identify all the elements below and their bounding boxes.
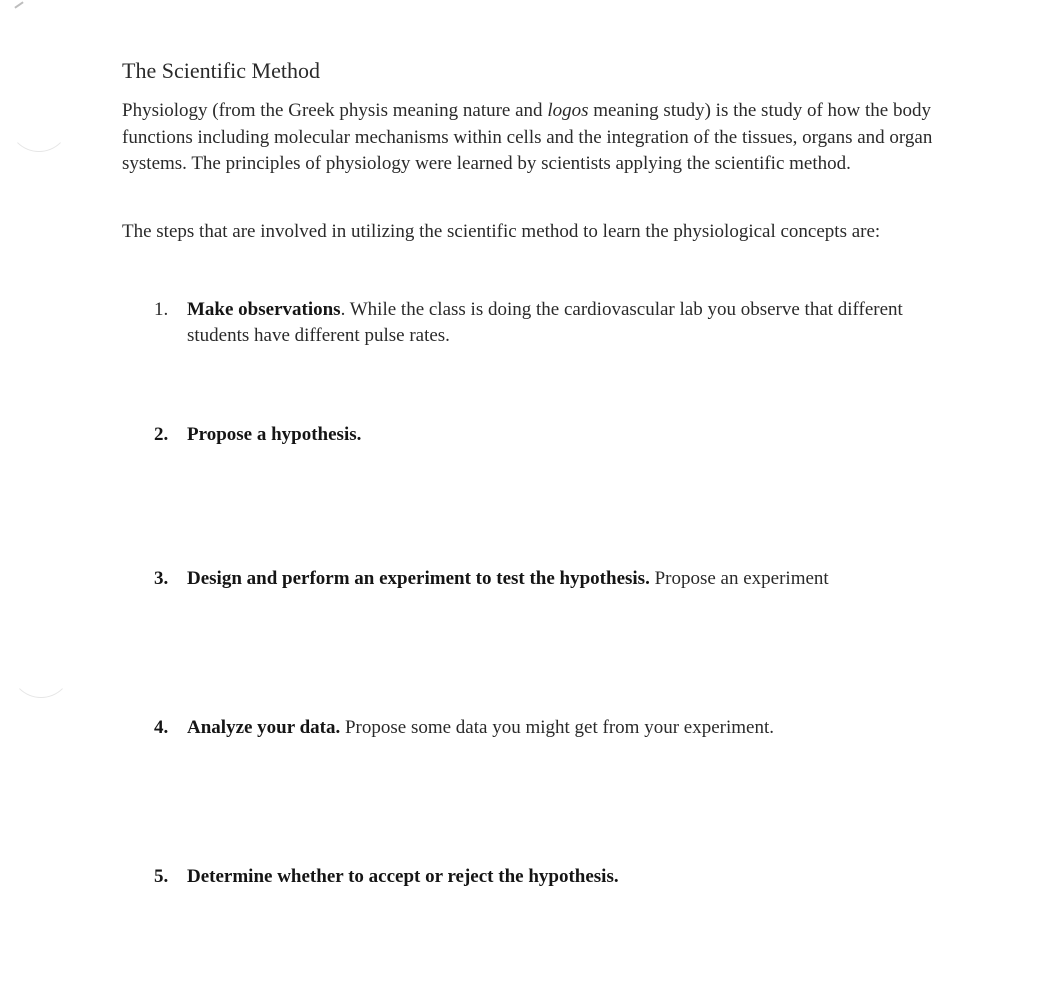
- step-4: [154, 715, 954, 741]
- document-title: The Scientific Method: [122, 58, 320, 83]
- step-text: Propose some data you might get from your experiment.: [340, 717, 774, 738]
- step-number: 4.: [154, 717, 169, 738]
- intro-italic-term: logos: [547, 100, 589, 121]
- step-number: 1.: [154, 299, 169, 320]
- step-3: [154, 566, 954, 592]
- step-body: [187, 864, 954, 890]
- step-5: [154, 864, 954, 890]
- step-heading: Propose a hypothesis.: [187, 424, 362, 445]
- step-text: Propose an experiment: [649, 568, 829, 589]
- intro-paragraph: [122, 98, 962, 178]
- intro-text-part1: Physiology (from the Greek physis meaning nature and: [122, 100, 548, 121]
- step-text: . While the class is doing the cardiovascular lab you observe that different students have different pulse rates.: [187, 299, 903, 346]
- step-number: 5.: [154, 866, 169, 887]
- step-body: [187, 422, 954, 448]
- step-2: [154, 422, 954, 448]
- step-heading: Design and perform an experiment to test the hypothesis.: [187, 568, 650, 589]
- step-number: 3.: [154, 568, 169, 589]
- punch-hole-shadow: [10, 636, 72, 698]
- step-heading: Make observations: [187, 299, 341, 320]
- pen-mark: [14, 1, 23, 8]
- punch-hole-shadow: [8, 90, 70, 152]
- step-body: [187, 566, 954, 592]
- step-heading: Analyze your data.: [187, 717, 341, 738]
- step-1: [154, 297, 954, 349]
- step-body: [187, 715, 954, 741]
- intro-text-part2: meaning study) is the study of how the body functions including molecular mechanisms within cells and the integration of the tissues, organs and organ systems. The principles of physiology were learned by scientists applying the scientific method.: [122, 100, 933, 174]
- step-number: 2.: [154, 424, 169, 445]
- step-heading: Determine whether to accept or reject the hypothesis.: [187, 866, 619, 887]
- step-body: [187, 297, 954, 349]
- steps-intro-paragraph: The steps that are involved in utilizing the scientific method to learn the physiological concepts are:: [122, 221, 881, 242]
